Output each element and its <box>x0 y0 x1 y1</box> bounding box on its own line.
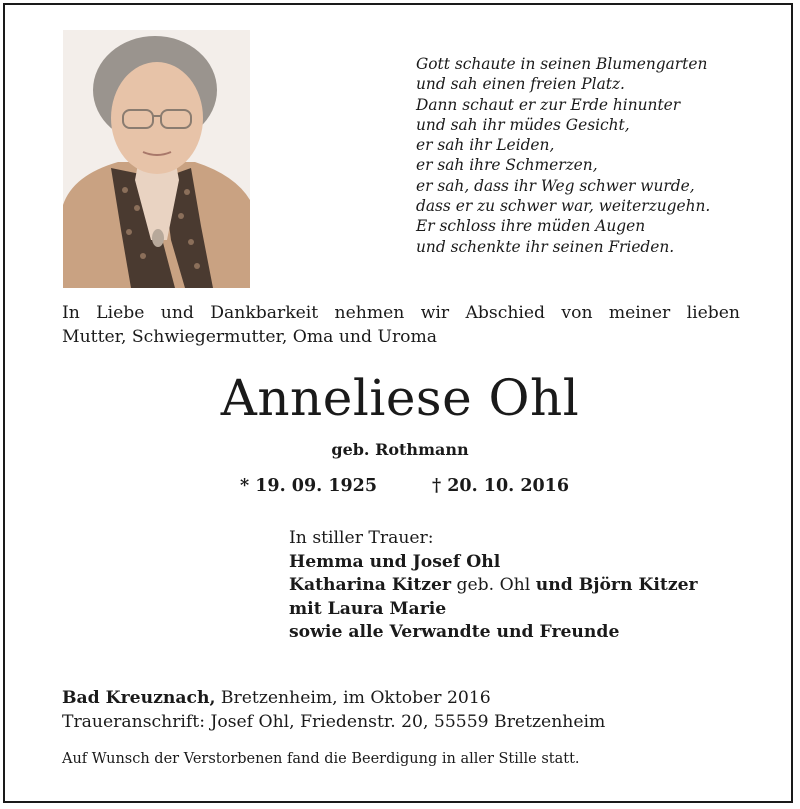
place-and-address <box>62 687 605 734</box>
mourner-nee: geb. Ohl <box>451 575 536 595</box>
deceased-name: Anneliese Ohl <box>220 369 580 427</box>
place-date-line <box>62 687 605 711</box>
poem-line: Dann schaut er zur Erde hinunter <box>416 95 681 114</box>
poem-line: Gott schaute in seinen Blumengarten <box>416 55 708 73</box>
mourner-line: sowie alle Verwandte und Freunde <box>289 622 620 642</box>
mourner-partner: und Björn Kitzer <box>535 575 698 595</box>
place-city: Bad Kreuznach, <box>62 688 216 708</box>
poem-line: und schenkte ihr seinen Frieden. <box>416 237 675 256</box>
birth-date: * 19. 09. 1925 <box>240 476 378 496</box>
poem-line: er sah, dass ihr Weg schwer wurde, <box>416 176 695 195</box>
mourner-line <box>289 574 698 598</box>
farewell-line-2: Mutter, Schwiegermutter, Oma und Uroma <box>62 327 438 347</box>
poem <box>416 54 710 257</box>
burial-note: Auf Wunsch der Verstorbenen fand die Beerdigung in aller Stille statt. <box>62 751 580 767</box>
poem-line: Er schloss ihre müden Augen <box>416 217 646 236</box>
poem-line: er sah ihre Schmerzen, <box>416 156 598 175</box>
farewell-text <box>62 301 740 349</box>
poem-line: er sah ihr Leiden, <box>416 136 555 155</box>
mourning-address: Traueranschrift: Josef Ohl, Friedenstr. 20, 55559 Bretzenheim <box>62 711 606 732</box>
farewell-line-1: In Liebe und Dankbarkeit nehmen wir Abschied von meiner lieben <box>62 303 740 323</box>
death-date: † 20. 10. 2016 <box>432 476 570 496</box>
poem-line: und sah ihr müdes Gesicht, <box>416 115 630 134</box>
mourner-line: Hemma und Josef Ohl <box>289 551 501 572</box>
poem-line: und sah einen freien Platz. <box>416 75 625 94</box>
place-rest: Bretzenheim, im Oktober 2016 <box>215 688 491 708</box>
mourner-line: mit Laura Marie <box>289 598 447 619</box>
birth-name: geb. Rothmann <box>331 440 469 459</box>
poem-line: dass er zu schwer war, weiterzugehn. <box>416 197 711 216</box>
mourners-block <box>289 527 698 645</box>
mourning-heading: In stiller Trauer: <box>289 528 434 548</box>
portrait-photo <box>63 30 250 288</box>
mourner-name: Katharina Kitzer <box>289 575 452 595</box>
